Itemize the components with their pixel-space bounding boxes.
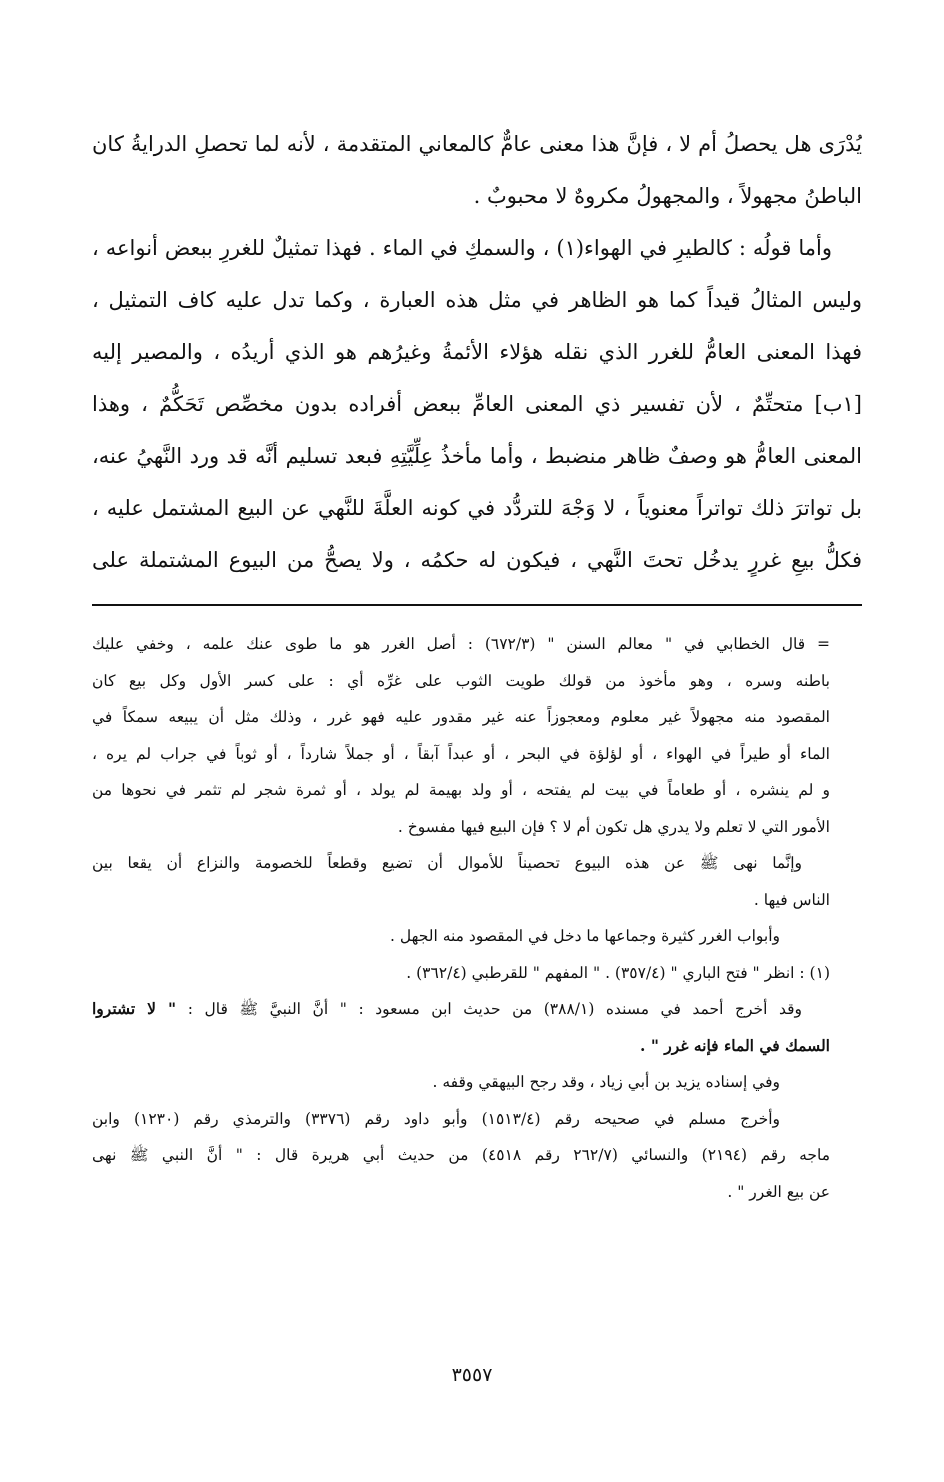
- main-text: [92, 118, 862, 586]
- footnote-line: [92, 991, 830, 1028]
- main-text-line: وأما قولُه : كالطيرِ في الهواء(١) ، والسمكِ في الماء . فهذا تمثيلٌ للغررِ ببعض أنواعه ،: [92, 236, 832, 260]
- footnote-line: وأخرج مسلم في صحيحه رقم (١٥١٣/٤) وأبو داود رقم (٣٣٧٦) والترمذي رقم (١٢٣٠) وابن: [92, 1109, 781, 1128]
- footnote-text: وقد أخرج أحمد في مسنده (٣٨٨/١) من حديث ابن مسعود : " أنَّ النبيَّ ﷺ قال :: [187, 1000, 802, 1018]
- footnote-line: وإنَّما نهى ﷺ عن هذه البيوع تحصيناً للأموال أن تضيع وقطعاً للخصومة والنزاع أن يقعا بين: [92, 854, 802, 872]
- main-text-line: فهذا المعنى العامُّ للغرر الذي نقله هؤلاء الأئمةُ وغيرُهم هو الذي أريدُه ، والمصير إليه: [92, 340, 862, 364]
- main-text-line: فكلُّ بيعِ غررٍ يدخُل تحتَ النَّهي ، فيكون له حكمُه ، ولا يصحُّ من البيوع المشتملة على: [92, 548, 862, 572]
- main-text-line: بل تواترَ ذلك تواتراً معنوياً ، لا وَجْهَ للتردُّد في كونه العلَّةَ للنَّهي عن البيع المشتمل عليه ،: [92, 496, 862, 520]
- page-number: ٣٥٥٧: [451, 1364, 493, 1386]
- footnote-reference: (١) : انظر " فتح الباري " (٣٥٧/٤) . " المفهم " للقرطبي (٣٦٢/٤) .: [406, 963, 830, 982]
- hadith-quote: " لا تشتروا: [92, 999, 177, 1018]
- main-text-line: [١ب] متحتِّمٌ ، لأن تفسير ذي المعنى العامِّ ببعض أفراده بدون مخصِّص تَحَكُّمٌ ، وهذا: [92, 392, 862, 416]
- footnote-line: الأمور التي لا تعلم ولا يدري هل تكون أم لا ؟ فإن البيع فيها مفسوخ .: [397, 817, 830, 836]
- footnote-divider: [92, 604, 862, 606]
- main-text-line: الباطنُ مجهولاً ، والمجهولُ مكروهٌ لا محبوبٌ .: [473, 184, 862, 208]
- main-text-line: يُدْرَى هل يحصلُ أم لا ، فإنَّ هذا معنى عامٌّ كالمعاني المتقدمة ، لأنه لما تحصلِ الدرايةُ كان: [92, 132, 862, 156]
- footnote-line: وفي إسناده يزيد بن أبي زياد ، وقد رجح البيهقي وقفه .: [432, 1073, 780, 1091]
- footnote-line: الناس فيها .: [753, 890, 830, 909]
- footnote-line: المقصود منه مجهولاً غير معلوم ومعجوزاً عنه غير مقدور عليه فهو غرر ، وذلك مثل أن يبيعه سمكاً في: [92, 708, 830, 726]
- footnotes: [92, 626, 830, 1210]
- footnote-line: ماجه رقم (٢١٩٤) والنسائي (٢٦٢/٧ رقم ٤٥١٨) من حديث أبي هريرة قال : " أنَّ النبي ﷺ نهى: [92, 1146, 830, 1164]
- footnote-line: باطنه وسره ، وهو مأخوذ من قولك طويت الثوب على غرِّه أي : على كسر الأول وكل بيع كان: [92, 671, 830, 690]
- footnote-line: عن بيع الغرر " .: [727, 1182, 830, 1201]
- main-text-line: وليس المثالُ قيداً كما هو الظاهر في مثل هذه العبارة ، وكما تدل عليه كاف التمثيل ،: [92, 288, 862, 312]
- footnote-line: الماء أو طيراً في الهواء ، أو لؤلؤة في البحر ، أو عبداً آبقاً ، أو جملاً شارداً ، أو ثوباً في جراب لم يره ،: [92, 744, 830, 763]
- main-text-line: المعنى العامُّ هو وصفٌ ظاهر منضبط ، وأما مأخذُ عِلِّيَّتِهِ فبعد تسليم أنَّه قد ورد النَّهيُ عنه،: [92, 444, 862, 468]
- hadith-quote-continued: السمك في الماء فإنه غرر " .: [640, 1035, 830, 1055]
- footnote-line: = قال الخطابي في " معالم السنن " (٦٧٢/٣) : أصل الغرر هو ما طوى عنك علمه ، وخفي عليك: [92, 635, 830, 653]
- footnote-line: وأبواب الغرر كثيرة وجماعها ما دخل في المقصود منه الجهل .: [390, 927, 780, 945]
- footnote-line: و لم ينشره ، أو طعاماً في بيت لم يفتحه ، أو ولد بهيمة لم يولد ، أو ثمرة شجر لم تثمر في نحوها من: [92, 781, 830, 799]
